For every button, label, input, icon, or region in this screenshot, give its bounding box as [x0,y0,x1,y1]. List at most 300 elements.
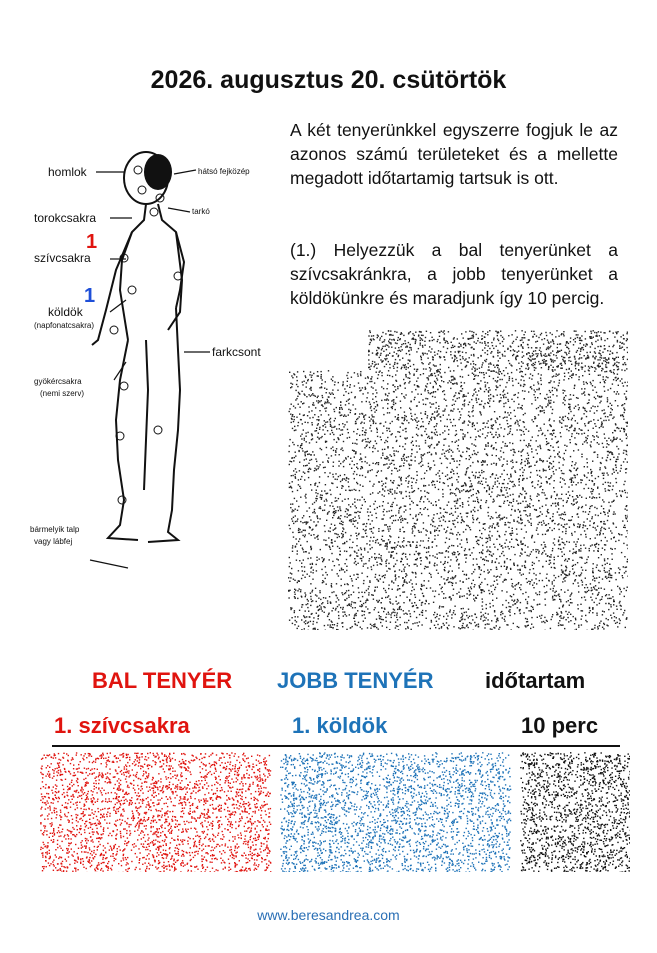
noise-dot [446,537,447,538]
noise-dot [428,580,429,581]
noise-dot [587,355,588,356]
noise-dot [612,409,613,410]
noise-dot [354,551,355,552]
noise-dot [377,337,378,338]
noise-dot [581,572,582,573]
noise-dot [299,486,300,487]
noise-dot [617,586,618,587]
noise-dot [456,440,457,441]
noise-dot [499,544,500,545]
noise-dot [578,364,579,365]
noise-dot [411,488,412,489]
noise-dot [423,522,424,523]
noise-dot [485,345,486,346]
noise-dot [466,471,467,472]
noise-dot [447,505,448,506]
noise-dot [605,529,606,530]
noise-dot [406,416,407,417]
noise-dot [591,498,592,499]
noise-dot [473,595,474,596]
noise-dot [351,521,352,522]
noise-dot [469,422,470,423]
noise-dot [326,544,327,545]
noise-dot [520,451,521,452]
noise-dot [587,435,588,436]
noise-dot [374,590,375,591]
noise-dot [304,439,305,440]
noise-dot [412,441,413,442]
noise-dot [589,520,590,521]
noise-dot [339,407,340,408]
noise-dot [495,331,496,332]
noise-dot [421,338,422,339]
noise-dot [301,606,302,607]
noise-dot [360,601,361,602]
noise-dot [313,395,314,396]
noise-dot [433,505,434,506]
noise-dot [456,467,457,468]
noise-dot [600,599,601,600]
noise-dot [411,391,412,392]
noise-dot [542,552,543,553]
noise-dot [511,596,512,597]
noise-dot [498,517,499,518]
noise-dot [519,425,520,426]
noise-dot [399,545,400,546]
noise-dot [450,565,451,566]
noise-dot [570,599,571,600]
noise-dot [338,618,339,619]
noise-dot [543,621,544,622]
noise-dot [439,342,440,343]
noise-dot [304,459,305,460]
noise-dot [515,358,516,359]
noise-dot [616,446,617,447]
noise-dot [468,491,469,492]
noise-dot [402,423,403,424]
noise-dot [382,407,383,408]
noise-dot [601,506,602,507]
noise-dot [451,477,452,478]
noise-dot [472,522,473,523]
noise-dot [369,540,370,541]
noise-dot [603,409,604,410]
noise-dot [324,420,325,421]
noise-dot [525,510,526,511]
noise-dot [563,604,564,605]
noise-dot [376,517,377,518]
noise-dot [560,517,561,518]
noise-dot [342,423,343,424]
noise-dot [496,621,497,622]
noise-dot [541,367,542,368]
noise-dot [554,595,555,596]
noise-dot [595,368,596,369]
noise-dot [599,469,600,470]
noise-dot [420,508,421,509]
noise-dot [580,343,581,344]
noise-dot [450,559,451,560]
noise-dot [449,581,450,582]
noise-dot [557,375,558,376]
noise-dot [608,406,609,407]
noise-dot [382,433,383,434]
noise-dot [527,515,528,516]
noise-dot [503,396,504,397]
noise-dot [546,335,547,336]
noise-dot [494,527,495,528]
noise-dot [489,531,490,532]
noise-dot [571,436,572,437]
noise-dot [375,396,376,397]
noise-dot [377,353,378,354]
noise-dot [614,513,615,514]
noise-dot [604,371,605,372]
noise-dot [598,551,599,552]
noise-dot [545,553,546,554]
noise-dot [540,448,541,449]
noise-dot [500,394,501,395]
noise-dot [516,461,517,462]
noise-dot [564,376,565,377]
noise-dot [355,421,356,422]
noise-dot [436,371,437,372]
noise-dot [319,401,320,402]
noise-dot [499,627,500,628]
noise-dot [391,617,392,618]
noise-dot [312,451,313,452]
noise-dot [502,441,503,442]
noise-dot [579,495,580,496]
noise-dot [290,387,291,388]
noise-dot [487,512,488,513]
noise-dot [397,626,398,627]
noise-dot [439,584,440,585]
noise-dot [611,414,612,415]
noise-dot [395,520,396,521]
noise-dot [316,536,317,537]
noise-dot [338,516,339,517]
noise-dot [374,626,375,627]
noise-dot [311,614,312,615]
noise-dot [424,490,425,491]
noise-dot [491,562,492,563]
noise-dot [594,625,595,626]
noise-dot [491,446,492,447]
noise-dot [597,442,598,443]
noise-dot [393,464,394,465]
noise-dot [460,362,461,363]
noise-dot [354,385,355,386]
noise-dot [361,628,362,629]
noise-dot [536,462,537,463]
noise-dot [590,597,591,598]
noise-dot [564,397,565,398]
noise-dot [478,544,479,545]
noise-dot [288,590,289,591]
noise-dot [362,387,363,388]
noise-dot [427,415,428,416]
noise-dot [344,571,345,572]
noise-dot [513,454,514,455]
noise-dot [300,497,301,498]
noise-dot [573,339,574,340]
noise-dot [356,512,357,513]
noise-dot [562,473,563,474]
noise-dot [468,343,469,344]
noise-dot [475,445,476,446]
noise-dot [365,533,366,534]
noise-dot [304,414,305,415]
noise-dot [395,627,396,628]
noise-dot [395,416,396,417]
noise-dot [576,495,577,496]
noise-dot [476,454,477,455]
noise-dot [502,466,503,467]
noise-dot [544,398,545,399]
noise-dot [391,347,392,348]
noise-dot [594,332,595,333]
noise-dot [484,571,485,572]
noise-dot [511,579,512,580]
noise-dot [381,560,382,561]
noise-dot [560,601,561,602]
noise-dot [594,578,595,579]
noise-dot [466,365,467,366]
noise-dot [420,356,421,357]
noise-dot [534,389,535,390]
noise-dot [596,577,597,578]
noise-dot [534,334,535,335]
noise-dot [518,363,519,364]
noise-dot [480,380,481,381]
noise-dot [575,498,576,499]
noise-dot [452,357,453,358]
noise-dot [588,556,589,557]
noise-dot [405,519,406,520]
noise-dot [416,371,417,372]
noise-dot [458,419,459,420]
noise-dot [591,407,592,408]
noise-dot [433,517,434,518]
noise-dot [593,550,594,551]
noise-dot [393,366,394,367]
noise-dot [361,536,362,537]
noise-dot [553,433,554,434]
noise-dot [377,539,378,540]
noise-dot [428,538,429,539]
noise-dot [331,427,332,428]
noise-dot [484,620,485,621]
noise-dot [395,578,396,579]
noise-dot [342,461,343,462]
noise-dot [581,454,582,455]
noise-dot [616,606,617,607]
noise-dot [340,401,341,402]
noise-dot [501,373,502,374]
noise-dot [316,622,317,623]
noise-dot [290,609,291,610]
noise-dot [332,474,333,475]
noise-dot [296,621,297,622]
noise-dot [291,573,292,574]
noise-dot [431,620,432,621]
noise-dot [612,358,613,359]
noise-dot [478,435,479,436]
noise-dot [583,407,584,408]
noise-dot [367,576,368,577]
noise-dot [378,363,379,364]
noise-dot [538,383,539,384]
noise-dot [624,610,625,611]
noise-dot [465,396,466,397]
noise-dot [394,548,395,549]
noise-dot [422,335,423,336]
noise-dot [523,440,524,441]
noise-dot [594,397,595,398]
noise-dot [439,478,440,479]
noise-dot [537,594,538,595]
noise-dot [384,346,385,347]
noise-dot [493,463,494,464]
noise-dot [593,428,594,429]
noise-dot [602,363,603,364]
noise-dot [351,519,352,520]
noise-dot [319,518,320,519]
noise-dot [291,568,292,569]
noise-dot [518,509,519,510]
noise-dot [331,553,332,554]
noise-dot [319,410,320,411]
noise-dot [441,626,442,627]
noise-dot [518,451,519,452]
noise-dot [479,404,480,405]
noise-dot [386,388,387,389]
noise-dot [373,599,374,600]
noise-dot [395,409,396,410]
noise-dot [420,564,421,565]
noise-dot [410,544,411,545]
noise-dot [621,428,622,429]
noise-dot [470,465,471,466]
noise-dot [353,450,354,451]
noise-dot [354,464,355,465]
noise-dot [602,611,603,612]
noise-dot [552,394,553,395]
noise-dot [484,616,485,617]
noise-dot [464,405,465,406]
noise-dot [384,358,385,359]
noise-dot [301,443,302,444]
noise-dot [427,398,428,399]
noise-dot [346,570,347,571]
noise-dot [595,353,596,354]
noise-dot [624,596,625,597]
noise-dot [541,492,542,493]
noise-dot [365,456,366,457]
noise-dot [370,506,371,507]
noise-dot [455,582,456,583]
noise-dot [358,382,359,383]
noise-dot [585,437,586,438]
noise-dot [627,461,628,462]
noise-dot [401,460,402,461]
noise-dot [619,345,620,346]
noise-dot [482,549,483,550]
noise-dot [333,476,334,477]
noise-dot [558,540,559,541]
noise-dot [331,592,332,593]
noise-dot [427,390,428,391]
noise-dot [598,437,599,438]
noise-dot [532,355,533,356]
noise-dot [365,618,366,619]
noise-dot [396,353,397,354]
noise-dot [441,627,442,628]
noise-dot [406,460,407,461]
noise-dot [362,434,363,435]
noise-dot [368,519,369,520]
noise-dot [447,348,448,349]
noise-dot [564,524,565,525]
noise-dot [380,355,381,356]
noise-dot [535,592,536,593]
noise-dot [460,345,461,346]
noise-dot [388,568,389,569]
noise-dot [563,617,564,618]
noise-dot [327,401,328,402]
noise-dot [317,521,318,522]
noise-dot [620,342,621,343]
noise-dot [436,425,437,426]
noise-dot [481,366,482,367]
noise-dot [467,361,468,362]
noise-dot [486,359,487,360]
noise-dot [342,479,343,480]
noise-dot [477,340,478,341]
noise-dot [524,496,525,497]
noise-dot [490,432,491,433]
noise-dot [505,497,506,498]
noise-dot [356,463,357,464]
noise-dot [300,435,301,436]
noise-dot [372,352,373,353]
noise-dot [539,573,540,574]
noise-dot [559,596,560,597]
noise-dot [481,400,482,401]
noise-dot [330,426,331,427]
noise-dot [393,480,394,481]
noise-dot [595,478,596,479]
noise-dot [316,524,317,525]
noise-dot [348,515,349,516]
noise-dot [462,623,463,624]
noise-dot [516,584,517,585]
noise-dot [310,571,311,572]
noise-dot [567,500,568,501]
noise-dot [443,509,444,510]
noise-dot [484,627,485,628]
noise-dot [511,539,512,540]
noise-dot [579,407,580,408]
noise-dot [546,574,547,575]
noise-dot [570,520,571,521]
noise-dot [328,402,329,403]
noise-dot [388,563,389,564]
noise-dot [431,438,432,439]
noise-dot [430,574,431,575]
noise-dot [558,594,559,595]
